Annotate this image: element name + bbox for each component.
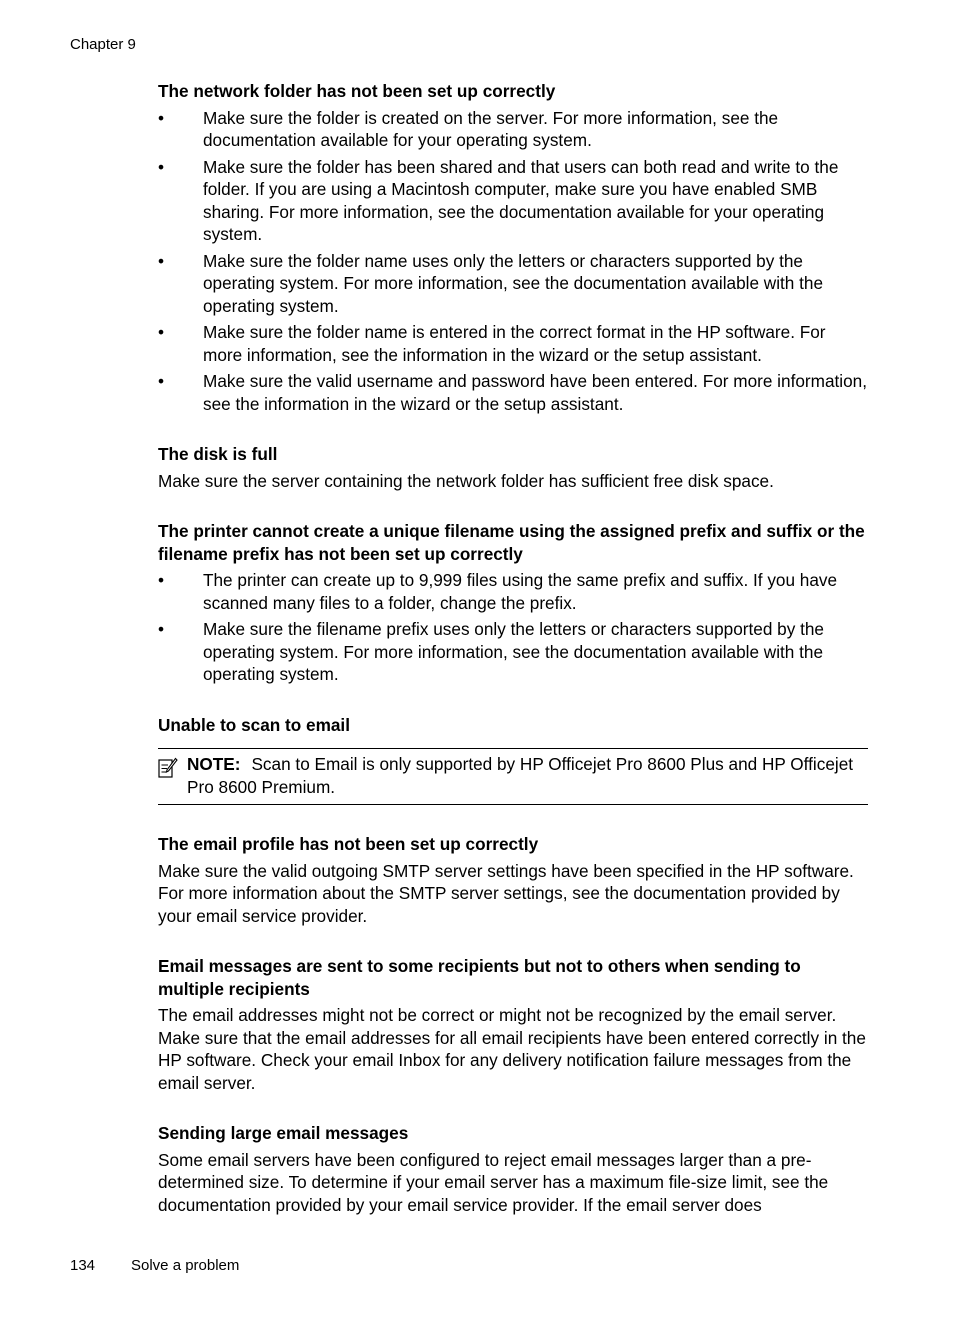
list-item [158,250,868,318]
list-item-text: Make sure the filename prefix uses only the letters or characters supported by the operating system. For more information, see the documentation available with the operating system. [203,619,824,684]
section-heading: Email messages are sent to some recipients but not to others when sending to multiple recipients [158,956,801,999]
bullet-glyph: • [158,250,165,271]
footer-section-title: Solve a problem [131,1257,240,1274]
section-heading: Unable to scan to email [158,714,350,735]
section-some-recipients [158,955,868,1094]
list-item-text: Make sure the folder name uses only the letters or characters supported by the operating system. For more information, see the documentation available with the operating system. [203,250,824,316]
section-large-email [158,1122,868,1216]
list-item-text: Make sure the folder has been shared and that users can both read and write to the folder. If you are using a Macintosh computer, make sure you have enabled SMB sharing. For more information, see the documentation available for your operating system. [203,156,839,244]
bullet-glyph: • [158,107,165,128]
bullet-list [158,569,868,686]
section-heading: The network folder has not been set up correctly [158,81,556,101]
bullet-glyph: • [158,156,165,177]
bullet-glyph: • [158,619,165,639]
bullet-glyph: • [158,322,165,342]
section-scan-email [158,714,868,806]
section-body: Make sure the valid outgoing SMTP server settings have been specified in the HP software. For more information about the SMTP server settings, see the documentation provided by your email service provider. [158,860,854,926]
list-item [158,107,868,152]
section-heading: The disk is full [158,444,278,464]
page-content [158,80,868,1244]
list-item-text: Make sure the valid username and password have been entered. For more information, see the information in the wizard or the setup assistant. [203,371,867,414]
section-filename [158,520,868,686]
note-pencil-icon [158,757,178,779]
note-label: NOTE: [187,754,241,774]
list-item [158,370,868,415]
section-body: Make sure the server containing the network folder has sufficient free disk space. [158,470,774,491]
bullet-glyph: • [158,570,165,590]
list-item-text: Make sure the folder name is entered in the correct format in the HP software. For more information, see the information in the wizard or the setup assistant. [203,322,826,365]
list-item-text: The printer can create up to 9,999 files using the same prefix and suffix. If you have scanned many files to a folder, change the prefix. [203,570,838,613]
page-footer [70,1257,239,1274]
section-heading: The printer cannot create a unique filename using the assigned prefix and suffix or the filename prefix has not been set up correctly [158,521,865,564]
section-body: The email addresses might not be correct or might not be recognized by the email server. Make sure that the email addresses for all email recipients have been entered correctly in the HP software. Check your email Inbox for any delivery notification failure messages from the email server. [158,1005,866,1093]
list-item [158,156,868,246]
section-heading: The email profile has not been set up correctly [158,834,539,854]
section-email-profile [158,833,868,927]
note-body: Scan to Email is only supported by HP Officejet Pro 8600 Plus and HP Officejet Pro 8600 Premium. [187,754,854,797]
section-disk-full [158,443,868,492]
note-box [158,748,868,805]
section-body: Some email servers have been configured to reject email messages larger than a pre-determined size. To determine if your email server has a maximum file-size limit, see the documentation provided by your email service provider. If the email server does [158,1149,829,1215]
chapter-header: Chapter 9 [70,36,136,53]
list-item [158,618,868,686]
section-network-folder [158,80,868,415]
bullet-list [158,107,868,416]
list-item-text: Make sure the folder is created on the server. For more information, see the documentation available for your operating system. [203,107,779,150]
section-heading: Sending large email messages [158,1123,409,1143]
list-item [158,321,868,366]
list-item [158,569,868,614]
page-number: 134 [70,1257,96,1274]
bullet-glyph: • [158,371,165,391]
note-text [158,753,868,798]
